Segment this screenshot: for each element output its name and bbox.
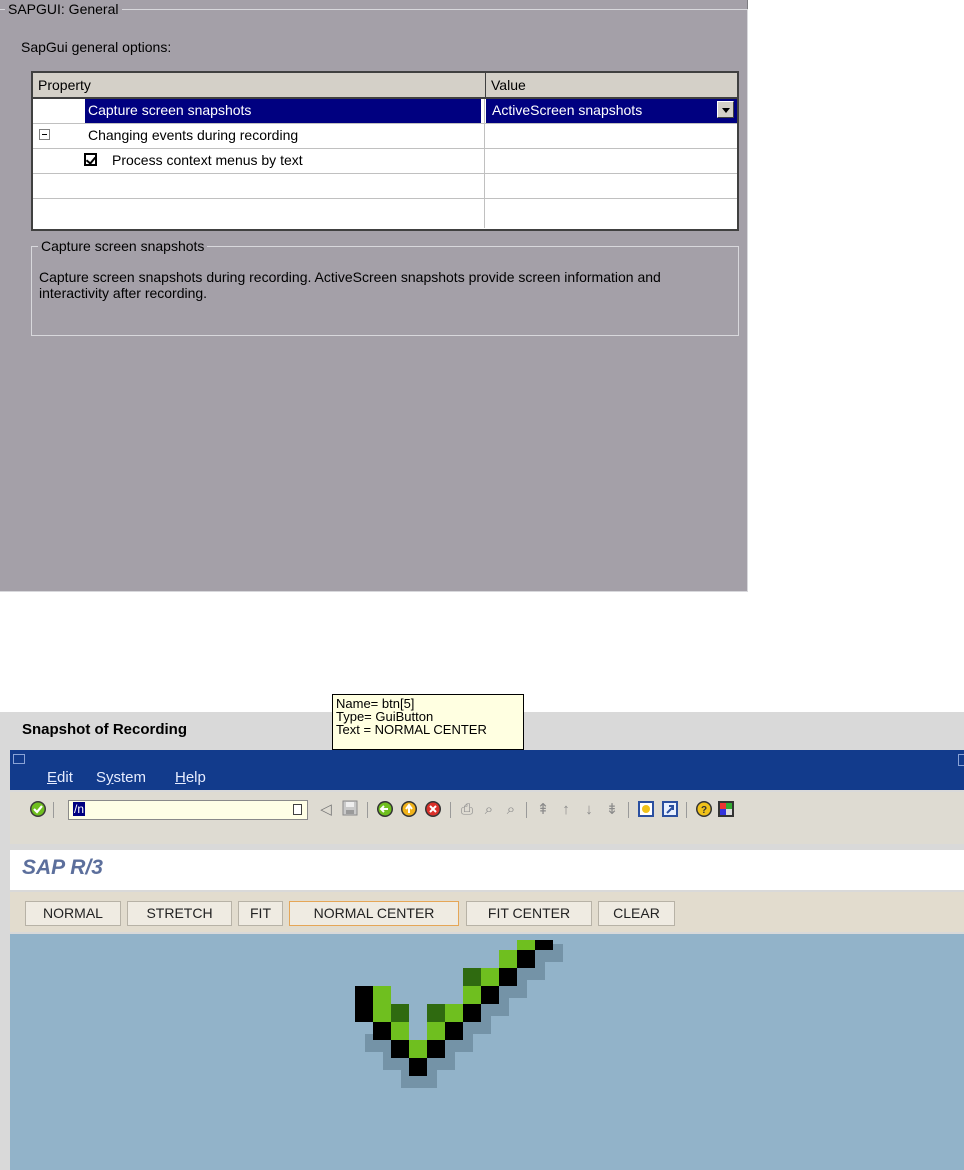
toolbar-separator <box>367 802 368 818</box>
enter-icon[interactable] <box>28 800 48 820</box>
property-row-context-menus[interactable] <box>33 149 737 174</box>
collapse-icon[interactable] <box>39 129 50 140</box>
column-header-property[interactable]: Property <box>33 73 486 99</box>
normal-center-button[interactable]: NORMAL CENTER <box>289 901 459 926</box>
standard-toolbar <box>10 792 964 844</box>
value-cell <box>486 199 737 223</box>
value-cell <box>486 174 737 198</box>
fit-center-button[interactable]: FIT CENTER <box>466 901 592 926</box>
window-edge-icon <box>958 754 964 766</box>
exit-icon[interactable] <box>399 800 419 820</box>
next-page-icon[interactable]: ↓ <box>585 801 593 818</box>
menu-label-rest: elp <box>185 769 206 786</box>
menu-label-rest: stem <box>113 769 147 786</box>
layout-menu-icon[interactable] <box>716 800 736 820</box>
property-cell <box>33 199 485 228</box>
previous-page-icon[interactable]: ↑ <box>562 801 570 818</box>
property-row-empty <box>33 174 737 199</box>
property-cell <box>33 149 485 173</box>
back-arrow-icon[interactable]: ◁ <box>320 801 332 818</box>
history-icon[interactable] <box>293 804 302 815</box>
menu-item-help[interactable] <box>175 769 206 786</box>
checkbox-icon[interactable] <box>84 153 97 166</box>
menu-mnemonic: E <box>47 769 58 786</box>
snapshot-title: Snapshot of Recording <box>22 721 187 738</box>
toolbar-separator <box>450 802 451 818</box>
application-toolbar <box>10 892 964 932</box>
find-next-icon[interactable]: ⌕ <box>506 801 516 818</box>
clear-button[interactable]: CLEAR <box>598 901 675 926</box>
description-title: Capture screen snapshots <box>38 238 207 254</box>
screen-header <box>10 850 964 890</box>
property-cell <box>33 174 485 198</box>
first-page-icon[interactable]: ⇞ <box>536 801 550 818</box>
value-cell[interactable] <box>486 149 737 173</box>
property-row-capture-snapshots[interactable] <box>33 99 737 124</box>
cancel-icon[interactable] <box>423 800 443 820</box>
property-cell <box>33 124 485 148</box>
property-name: Process context menus by text <box>112 152 303 168</box>
save-icon[interactable] <box>340 800 360 820</box>
menu-mnemonic: H <box>175 769 186 786</box>
last-page-icon[interactable]: ⇟ <box>605 801 619 818</box>
find-icon[interactable]: ⌕ <box>484 801 494 818</box>
property-row-changing-events[interactable] <box>33 124 737 149</box>
shortcut-icon[interactable] <box>660 800 680 820</box>
tooltip <box>332 694 524 750</box>
property-name: Changing events during recording <box>88 127 299 143</box>
back-icon[interactable] <box>375 800 395 820</box>
help-icon[interactable] <box>694 800 714 820</box>
command-value: /n <box>74 802 85 816</box>
menu-item-system[interactable] <box>96 769 146 786</box>
description-text: Capture screen snapshots during recording. ActiveScreen snapshots provide screen information and interactivity after recording. <box>39 269 661 301</box>
property-row-empty <box>33 199 737 228</box>
create-session-icon[interactable] <box>636 800 656 820</box>
tooltip-line-text: Text = NORMAL CENTER <box>336 722 487 737</box>
general-options-label: SapGui general options: <box>21 39 172 55</box>
fit-button[interactable]: FIT <box>238 901 283 926</box>
menu-bar <box>10 750 964 790</box>
tooltip-line-type: Type= GuiButton <box>336 709 434 724</box>
toolbar-separator <box>686 802 687 818</box>
normal-button[interactable]: NORMAL <box>25 901 121 926</box>
menu-item-edit[interactable] <box>47 769 73 786</box>
print-icon[interactable]: ⎙ <box>460 801 473 818</box>
tooltip-line-name: Name= btn[5] <box>336 696 415 711</box>
menu-mnemonic: y <box>106 769 114 786</box>
system-menu-icon[interactable] <box>13 754 25 764</box>
value-dropdown[interactable] <box>486 99 737 123</box>
menu-label-rest: dit <box>57 769 73 786</box>
svg-text:?: ? <box>700 805 708 816</box>
command-field[interactable] <box>68 800 308 820</box>
checkmark-icon <box>335 940 585 1170</box>
toolbar-separator <box>526 802 527 818</box>
stretch-button[interactable]: STRETCH <box>127 901 232 926</box>
chevron-down-icon[interactable] <box>717 101 734 118</box>
value-cell[interactable] <box>486 124 737 148</box>
group-title: SAPGUI: General <box>5 1 122 17</box>
screen-title: SAP R/3 <box>22 856 103 879</box>
menu-label-start: S <box>96 769 107 786</box>
property-grid <box>31 71 739 231</box>
toolbar-separator <box>53 802 54 818</box>
column-header-value[interactable]: Value <box>486 73 737 99</box>
toolbar-separator <box>628 802 629 818</box>
property-cell <box>33 99 485 123</box>
property-name: Capture screen snapshots <box>85 99 481 123</box>
value-text: ActiveScreen snapshots <box>492 102 643 118</box>
